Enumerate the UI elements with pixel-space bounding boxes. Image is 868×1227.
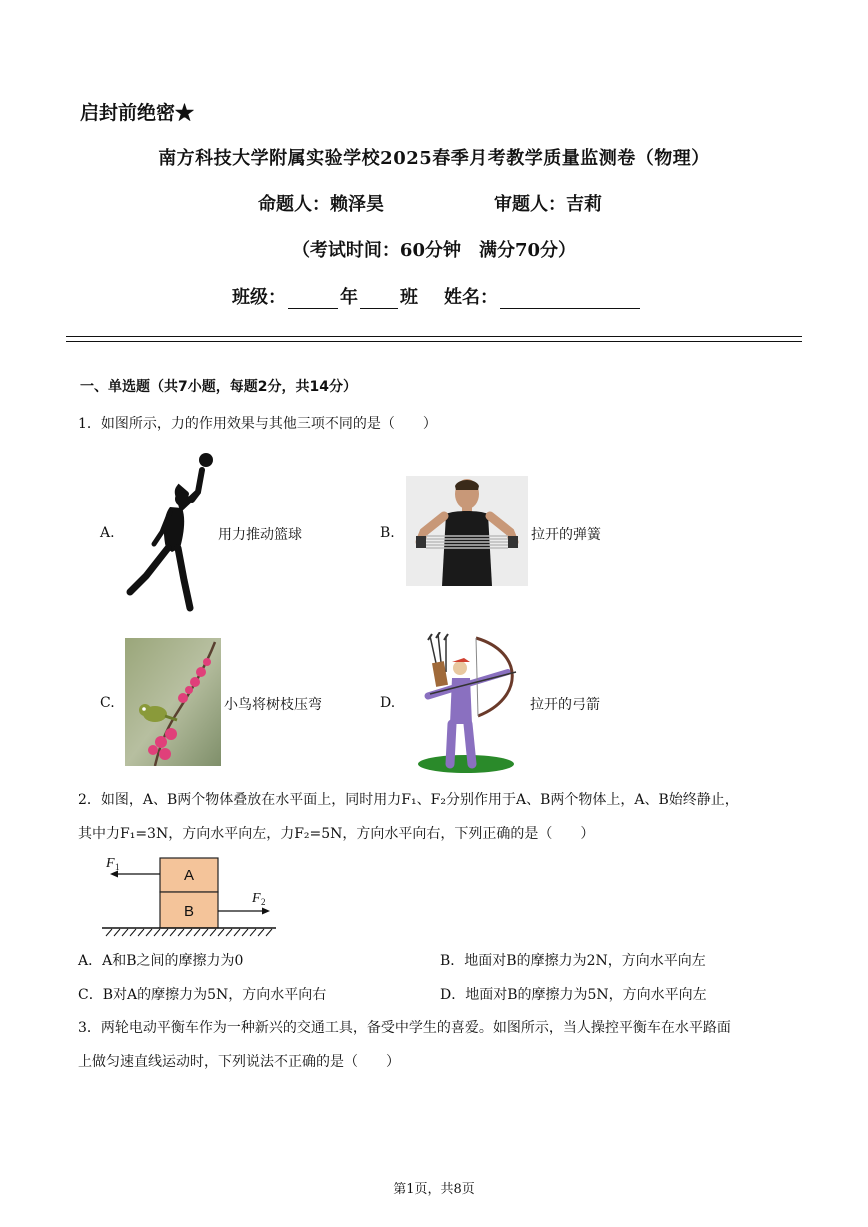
question-3-stem-line2: 上做匀速直线运动时，下列说法不正确的是（ ）: [78, 1054, 400, 1070]
q1-option-b-letter[interactable]: B.: [380, 525, 395, 541]
question-1-stem: 1．如图所示，力的作用效果与其他三项不同的是（ ）: [78, 416, 437, 432]
archer-bow-image: [416, 632, 520, 774]
q2-option-d[interactable]: D．地面对B的摩擦力为5N，方向水平向左: [440, 987, 707, 1003]
confidential-mark: 启封前绝密★: [80, 102, 195, 124]
q1-option-a-letter[interactable]: A.: [100, 525, 115, 541]
f2-label: F: [252, 891, 261, 906]
name-label: 姓名：: [444, 287, 498, 308]
q1-option-c-caption: 小鸟将树枝压弯: [224, 697, 322, 713]
q1-option-b-caption: 拉开的弹簧: [531, 527, 601, 543]
header-divider-bottom: [66, 341, 802, 342]
author: 命题人：赖泽昊: [258, 194, 384, 215]
question-3-stem-line1: 3．两轮电动平衡车作为一种新兴的交通工具，备受中学生的喜爱。如图所示，当人操控平衡车在水平路面: [78, 1020, 731, 1036]
q1-option-a-caption: 用力推动篮球: [218, 527, 302, 543]
grade-char: 年: [340, 287, 358, 308]
class-blank[interactable]: [360, 290, 398, 309]
q2-option-a[interactable]: A．A和B之间的摩擦力为0: [78, 953, 244, 969]
f2-subscript: 2: [261, 897, 266, 907]
block-a-label: A: [183, 867, 195, 884]
f1-label: F: [106, 856, 115, 871]
q1-option-d-caption: 拉开的弓箭: [530, 697, 600, 713]
reviewer: 审题人：吉莉: [494, 194, 602, 215]
question-2-stem-line2: 其中力F₁=3N，方向水平向左，力F₂=5N，方向水平向右，下列正确的是（ ）: [78, 826, 595, 842]
page-number: 第1页，共8页: [393, 1182, 475, 1197]
f1-subscript: 1: [115, 862, 120, 872]
header-divider-top: [66, 336, 802, 337]
name-blank[interactable]: [500, 290, 640, 309]
section-heading: 一、单选题（共7小题，每题2分，共14分）: [80, 379, 357, 395]
basketball-player-image: [124, 452, 216, 612]
grade-blank[interactable]: [288, 290, 338, 309]
q2-option-c[interactable]: C．B对A的摩擦力为5N，方向水平向右: [78, 987, 327, 1003]
bird-branch-image: [125, 638, 221, 766]
stacked-blocks-figure: [102, 852, 276, 940]
class-char: 班: [400, 287, 418, 308]
block-b-label: B: [183, 903, 195, 920]
q2-option-b[interactable]: B．地面对B的摩擦力为2N，方向水平向左: [440, 953, 706, 969]
exam-info: （考试时间：60分钟 满分70分）: [291, 240, 577, 261]
class-label: 班级：: [232, 287, 286, 308]
q1-option-c-letter[interactable]: C.: [100, 695, 115, 711]
q1-option-d-letter[interactable]: D.: [380, 695, 396, 711]
exam-title: 南方科技大学附属实验学校2025春季月考教学质量监测卷（物理）: [158, 148, 710, 169]
class-name-line: [232, 283, 642, 309]
question-2-stem-line1: 2．如图，A、B两个物体叠放在水平面上，同时用力F₁、F₂分别作用于A、B两个物体上，A、B始终静止，: [78, 792, 739, 808]
spring-expander-image: [406, 476, 528, 586]
